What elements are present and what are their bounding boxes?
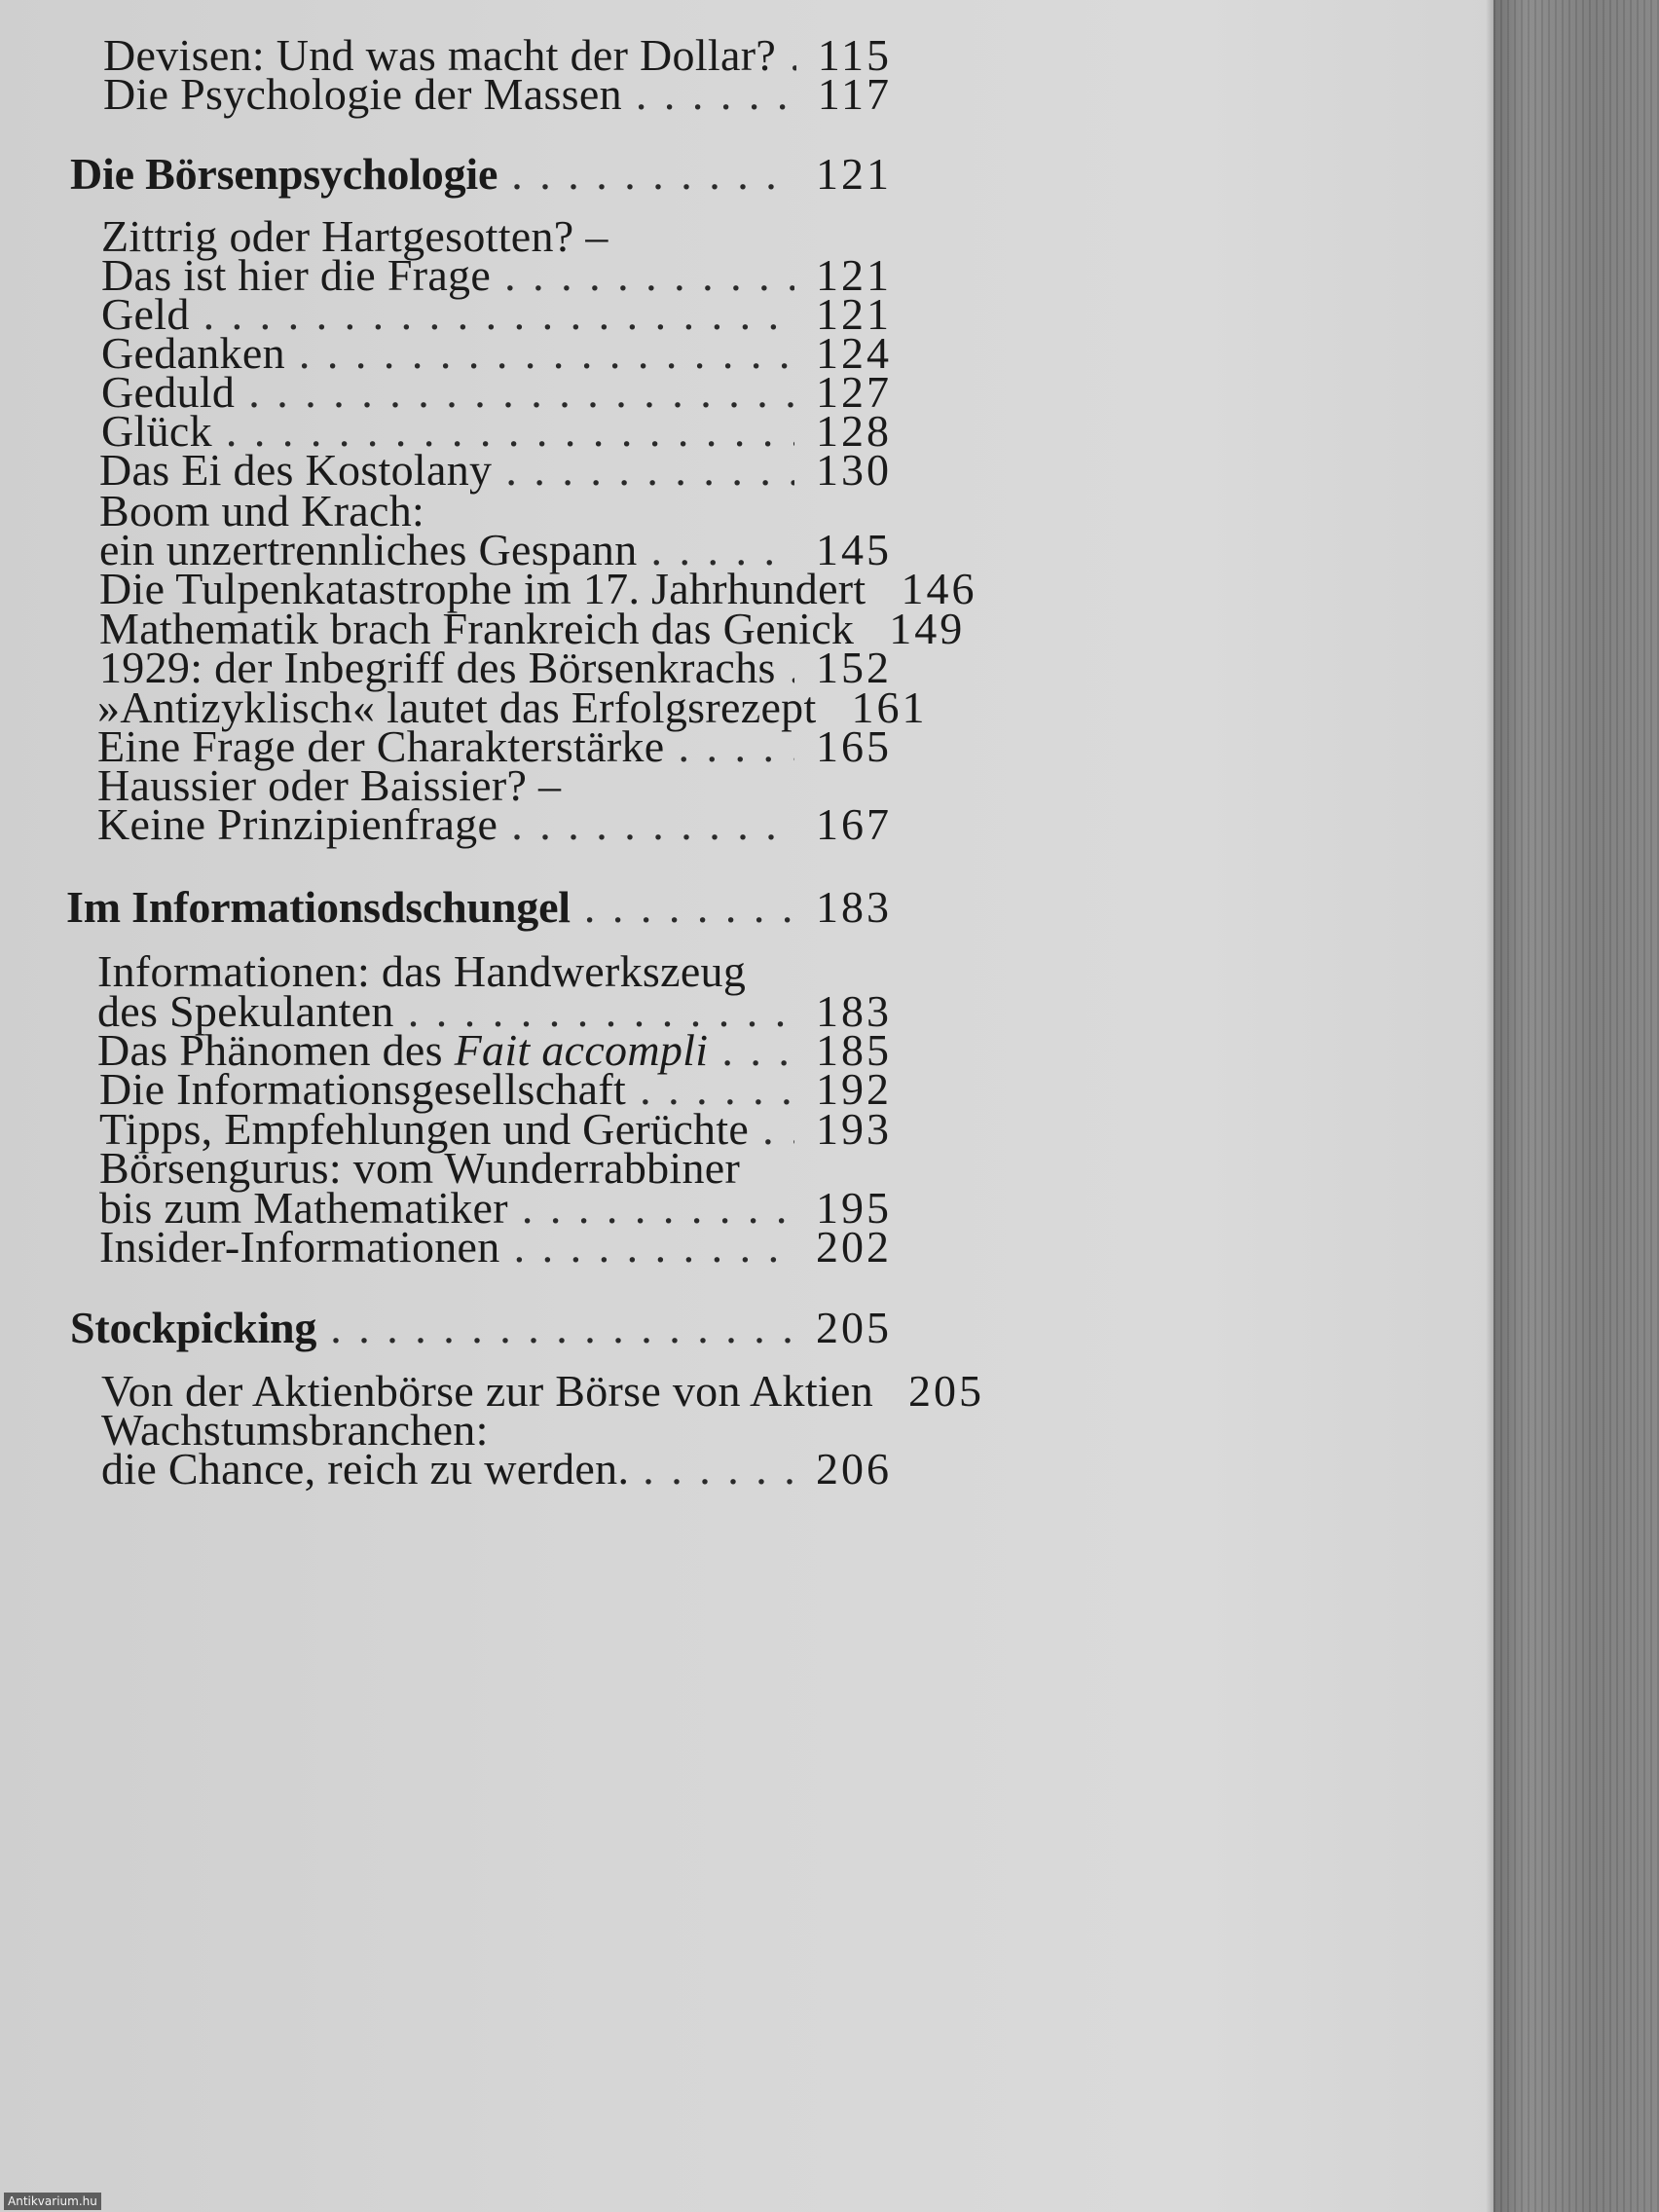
dot-leader [678, 719, 794, 775]
toc-entry-title: Die Informationsgesellschaft [99, 1064, 627, 1114]
dot-leader [643, 1441, 794, 1497]
toc-entry-title: Gedanken [101, 328, 285, 378]
toc-entry-page: 149 [889, 604, 966, 653]
dot-leader [505, 442, 794, 498]
dot-leader [636, 66, 796, 123]
toc-entry-page: 124 [816, 328, 892, 378]
toc-entry-page: 167 [816, 799, 892, 849]
toc-entry-first-line: Zittrig oder Hartgesotten? – [101, 211, 608, 261]
chapter-page: 121 [816, 149, 892, 199]
toc-entry-page: 206 [816, 1444, 892, 1493]
toc-entry-title: Devisen: Und was macht der Dollar? [103, 30, 777, 80]
toc-entry-first-line: Boom und Krach: [99, 486, 425, 535]
toc-entry-first-line: Wachstumsbranchen: [101, 1405, 489, 1455]
toc-entry-page: 192 [816, 1064, 892, 1114]
toc-entry-title: Geld [101, 289, 190, 339]
toc-entry-page: 146 [901, 564, 977, 613]
toc-entry-page: 115 [817, 30, 892, 80]
toc-entry-page: 205 [908, 1366, 985, 1416]
toc-entry-page: 202 [816, 1222, 892, 1272]
toc-entry-page: 161 [851, 682, 928, 732]
toc-entry-title: Die Psychologie der Massen [103, 69, 622, 119]
chapter-title: Im Informationsdschungel [66, 882, 571, 932]
toc-entry-title: »Antizyklisch« lautet das Erfolgsrezept [97, 682, 817, 732]
toc-entry-title: des Spekulanten [97, 986, 394, 1036]
toc-entry-title: ein unzertrennliches Gespann [99, 525, 638, 574]
toc-entry-title: Mathematik brach Frankreich das Genick [99, 604, 855, 653]
dot-leader [330, 1300, 794, 1356]
chapter-title: Die Börsenpsychologie [70, 149, 498, 199]
toc-entry-title: Glück [101, 406, 212, 456]
watermark-text: Antikvarium.hu [4, 2193, 101, 2210]
toc-entry-title: Eine Frage der Charakterstärke [97, 721, 665, 771]
toc-entry-page: 152 [816, 643, 892, 692]
toc-entry-title: Keine Prinzipienfrage [97, 799, 498, 849]
toc-entry-title: Das Ei des Kostolany [99, 445, 493, 495]
toc-entry-first-line: Informationen: das Handwerkszeug [97, 946, 747, 996]
toc-entry-page: 121 [816, 289, 892, 339]
toc-entry-title-italic: Fait accompli [454, 1025, 709, 1075]
toc-entry [97, 796, 892, 853]
toc-entry-page: 165 [816, 721, 892, 771]
toc-entry-title: Insider-Informationen [99, 1222, 500, 1272]
toc-entry-page: 127 [816, 367, 892, 417]
toc-entry-page: 183 [816, 986, 892, 1036]
dot-leader [584, 879, 794, 936]
dot-leader [511, 146, 794, 203]
toc-chapter-heading [66, 879, 892, 936]
dot-leader [762, 1101, 794, 1158]
toc-entry-title: die Chance, reich zu werden. [101, 1444, 630, 1493]
toc-entry-first-line: Börsengurus: vom Wunderrabbiner [99, 1143, 741, 1193]
toc-entry [103, 66, 892, 123]
toc-entry-page: 185 [816, 1025, 892, 1075]
toc-entry-title: Geduld [101, 367, 236, 417]
toc-entry [101, 1441, 892, 1497]
toc-entry-title: bis zum Mathematiker [99, 1183, 508, 1233]
toc-chapter-heading [70, 146, 892, 203]
toc-entry-page: 145 [816, 525, 892, 574]
page-edge-stack [1493, 0, 1659, 2212]
toc-entry-page: 193 [816, 1104, 892, 1154]
toc-entry-title: Von der Aktienbörse zur Börse von Aktien [101, 1366, 874, 1416]
dot-leader [511, 796, 794, 853]
toc-entry-page: 117 [817, 69, 892, 119]
chapter-page: 205 [816, 1303, 892, 1352]
toc-entry-title: Die Tulpenkatastrophe im 17. Jahrhundert [99, 564, 866, 613]
toc-entry-first-line: Haussier oder Baissier? – [97, 760, 562, 810]
toc-entry-title: Tipps, Empfehlungen und Gerüchte [99, 1104, 750, 1154]
dot-leader [514, 1219, 794, 1275]
chapter-title: Stockpicking [70, 1303, 317, 1352]
toc-entry-page: 130 [816, 445, 892, 495]
toc-entry-page: 195 [816, 1183, 892, 1233]
toc-entry-title-plain: Das Phänomen des [97, 1025, 455, 1075]
toc-entry-page: 128 [816, 406, 892, 456]
toc-entry-page: 121 [816, 250, 892, 300]
chapter-page: 183 [816, 882, 892, 932]
toc-chapter-heading [70, 1300, 892, 1356]
toc-entry-title: Das ist hier die Frage [101, 250, 492, 300]
toc-entry-title: 1929: der Inbegriff des Börsenkrachs [99, 643, 776, 692]
toc-entry [99, 1219, 892, 1275]
